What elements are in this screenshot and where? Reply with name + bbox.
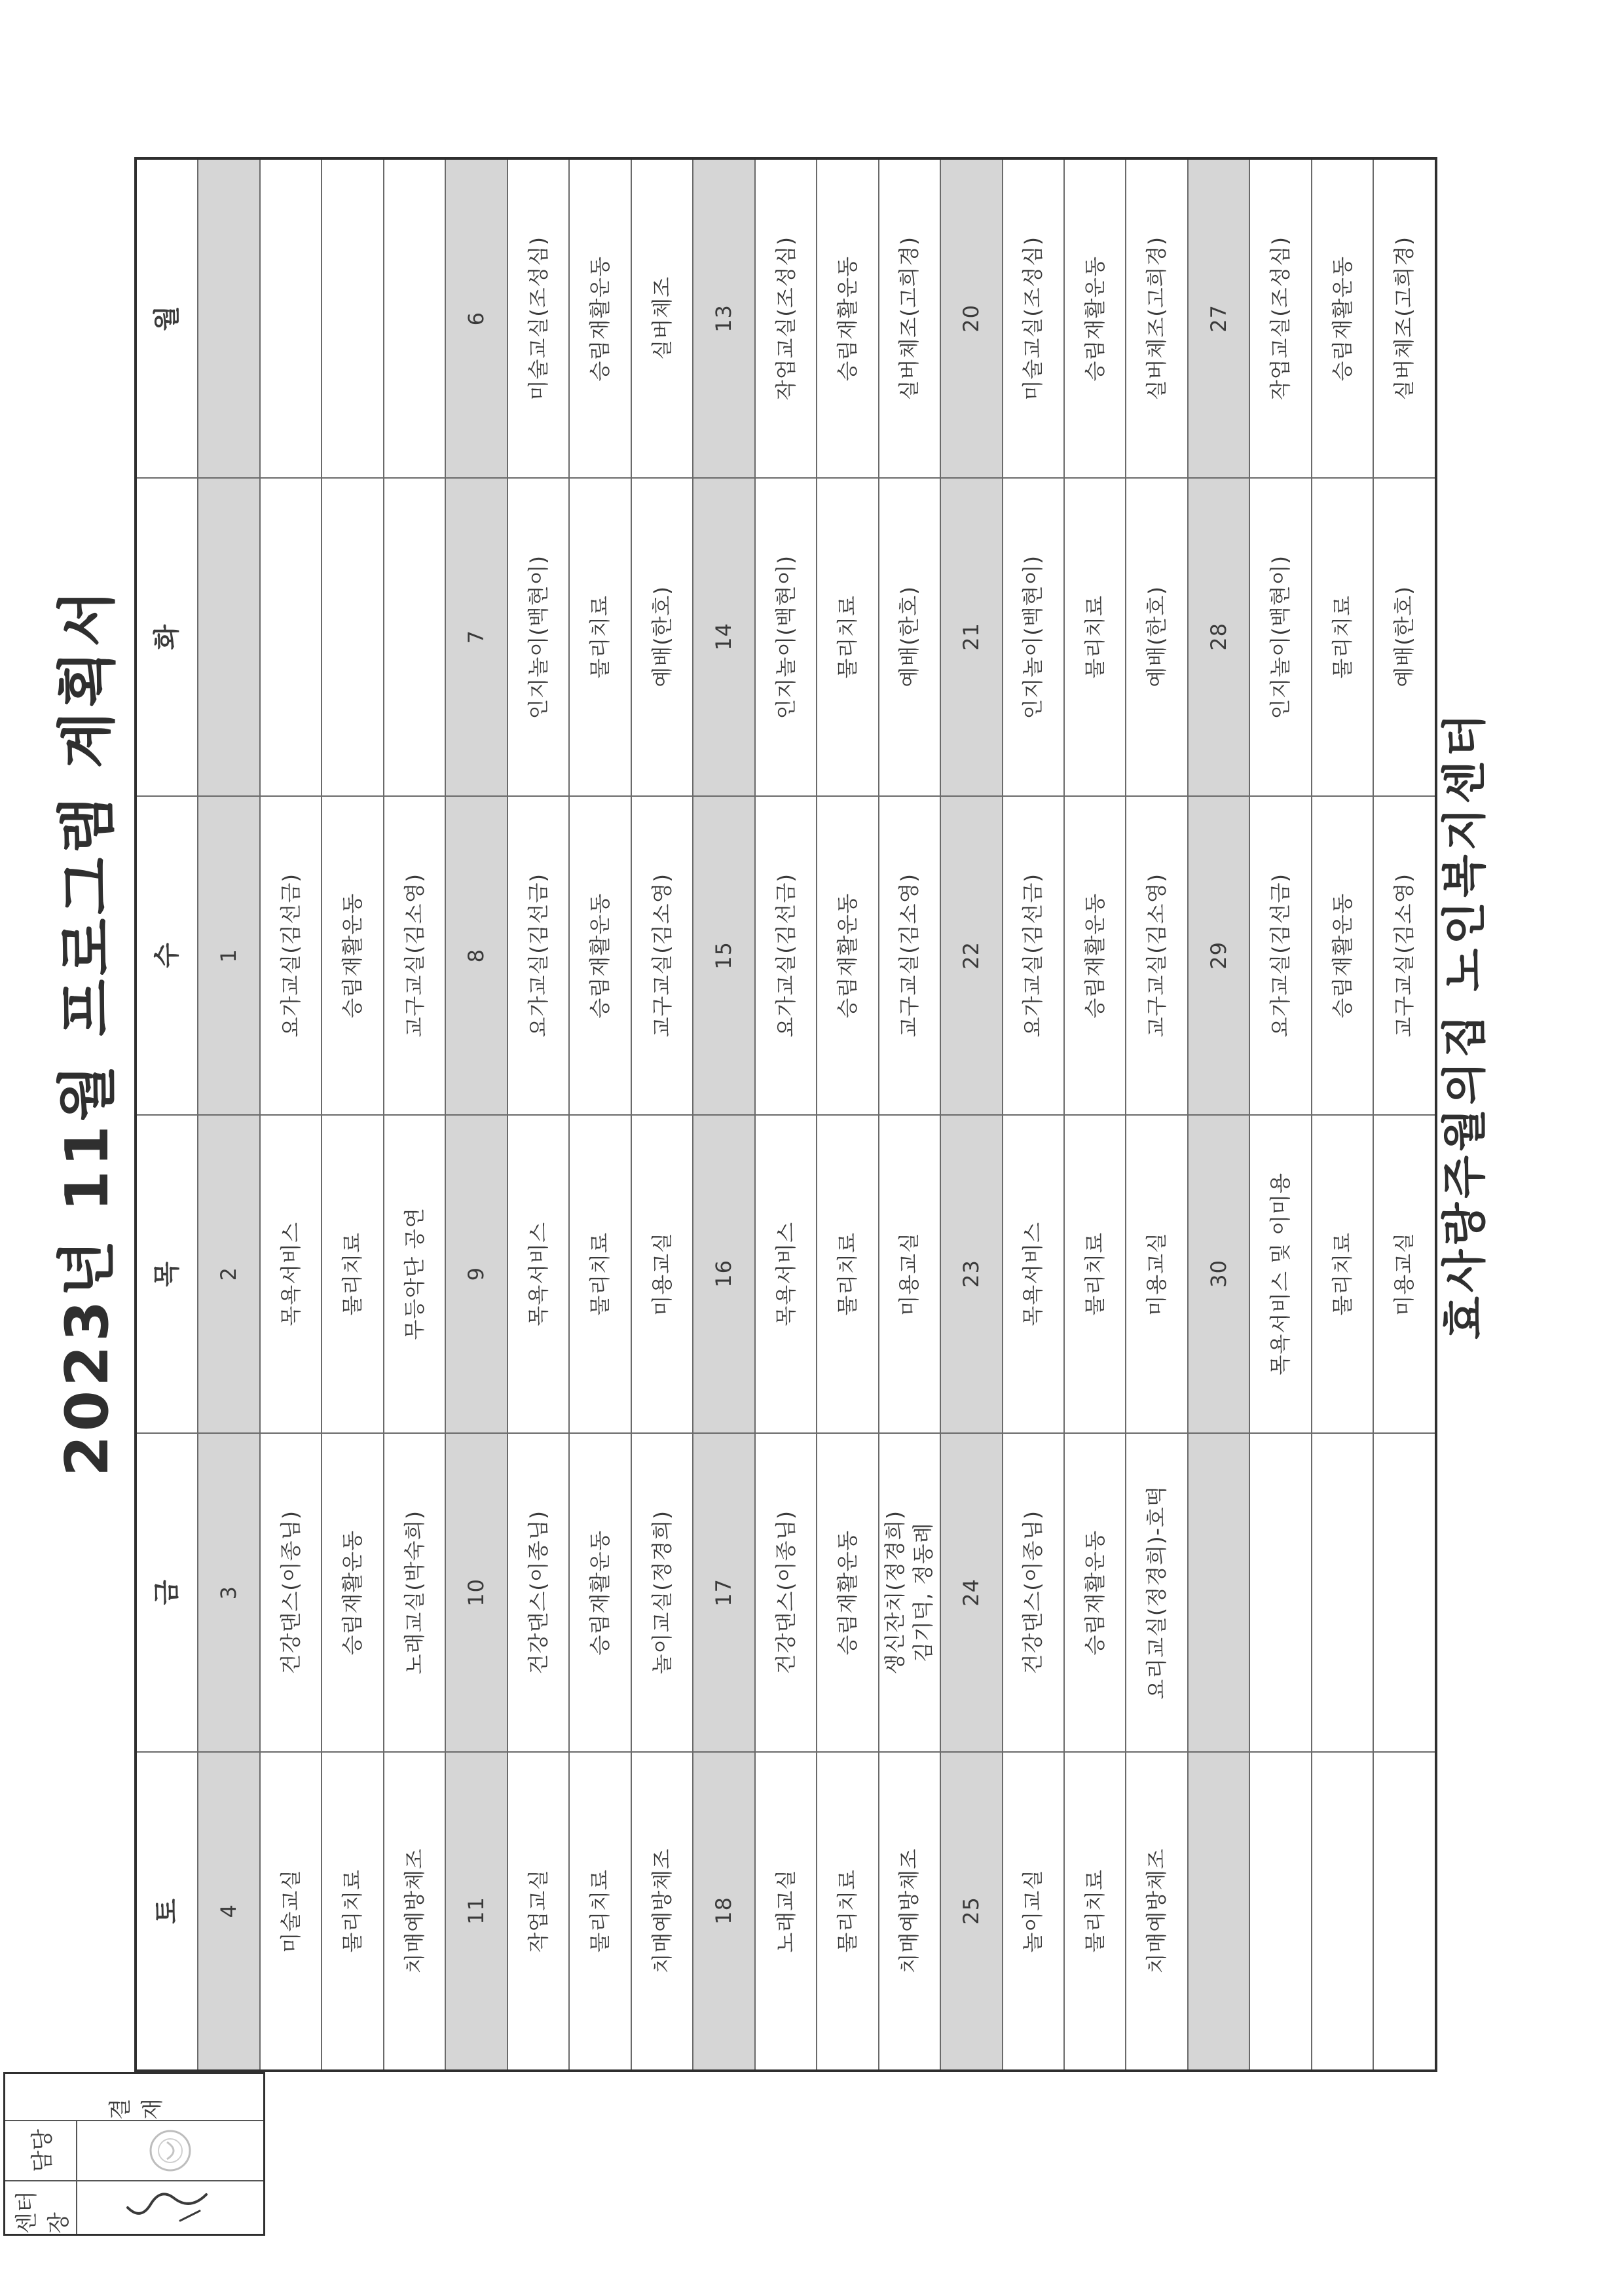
date-cell [198,1753,260,2070]
program-cell [1127,797,1189,1114]
program-name: 작업교실(조성심) [1268,236,1293,401]
program-cell [817,479,879,796]
program-name: 건강댄스(이종님) [1020,1510,1046,1675]
program-cell [879,479,941,796]
day-column [137,1751,1435,2070]
program-name: 미술교실(조성심) [525,236,551,401]
program-name: 승림재활운동 [587,892,612,1018]
day-header [137,160,198,477]
day-label: 금 [152,1579,183,1606]
date-number: 8 [463,948,489,962]
program-name: 생신잔치(정경희) 김기덕, 정동례 [882,1510,936,1675]
program-cell [508,1434,570,1751]
program-name: 인지놀이(백현이) [1268,555,1293,719]
date-number: 10 [463,1578,489,1607]
program-name: 노래교실(박숙희) [401,1510,427,1675]
date-cell [198,160,260,477]
program-name: 승림재활운동 [834,255,860,381]
program-cell [756,160,817,477]
program-cell [508,160,570,477]
date-number: 24 [958,1578,984,1607]
date-cell [941,1753,1003,2070]
date-number: 27 [1206,304,1231,333]
program-name: 요가교실(김선금) [525,873,551,1038]
program-cell [508,1753,570,2070]
program-cell [1374,1434,1434,1751]
program-cell [756,1434,817,1751]
date-cell [1189,479,1250,796]
date-number: 11 [463,1897,489,1925]
program-cell [879,1753,941,2070]
day-header [137,797,198,1114]
program-cell [322,797,384,1114]
program-name: 미용교실 [1392,1231,1417,1316]
program-name: 물리치료 [834,1231,860,1316]
date-cell [198,1116,260,1433]
program-cell [632,1434,693,1751]
program-cell [632,1753,693,2070]
program-cell [1003,1753,1065,2070]
program-name: 인지놀이(백현이) [773,555,798,719]
program-cell [1127,1116,1189,1433]
program-name: 요가교실(김선금) [278,873,303,1038]
date-cell [693,797,755,1114]
date-cell [941,479,1003,796]
program-cell [1065,1434,1126,1751]
date-number: 6 [463,311,489,325]
program-cell [756,479,817,796]
program-name: 물리치료 [587,594,612,679]
program-name: 예배(한호) [649,586,674,688]
date-cell [941,797,1003,1114]
approval-signature-area [77,2181,263,2234]
program-cell [1065,1116,1126,1433]
date-cell [198,1434,260,1751]
program-cell [570,797,631,1114]
program-name: 승림재활운동 [587,1529,612,1655]
program-name: 실버체조(고희경) [1392,236,1417,401]
date-cell [446,479,507,796]
program-name: 치매예방체조 [1144,1848,1170,1974]
day-column [137,795,1435,1114]
approval-header-staff-label: 담당 [29,2129,56,2172]
program-cell [879,160,941,477]
program-name: 물리치료 [1329,1231,1355,1316]
approval-column-director [5,2180,263,2234]
program-cell [879,1434,941,1751]
program-cell [1312,1116,1374,1433]
date-cell [198,479,260,796]
date-cell [941,1434,1003,1751]
program-cell [879,797,941,1114]
program-name: 승림재활운동 [340,892,365,1018]
program-cell [879,1116,941,1433]
day-label: 화 [152,623,183,650]
program-cell [384,1116,446,1433]
program-cell [632,797,693,1114]
program-name: 물리치료 [340,1868,365,1953]
program-name: 작업교실(조성심) [773,236,798,401]
program-cell [1250,1116,1312,1433]
program-name: 승림재활운동 [340,1529,365,1655]
program-name: 물리치료 [340,1231,365,1316]
date-number: 30 [1206,1260,1231,1288]
program-name: 치매예방체조 [649,1848,674,1974]
program-name: 실버체조(고희경) [1144,236,1170,401]
program-cell [1065,160,1126,477]
program-cell [261,479,322,796]
program-cell [1250,479,1312,796]
program-name: 목욕서비스 [278,1221,303,1326]
approval-header-staff [5,2121,77,2180]
date-cell [198,797,260,1114]
program-name: 미술교실(조성심) [1020,236,1046,401]
program-cell [1065,479,1126,796]
program-name: 물리치료 [1082,1231,1107,1316]
program-name: 목욕서비스 [525,1221,551,1326]
day-header [137,1434,198,1751]
program-cell [508,797,570,1114]
program-cell [1065,797,1126,1114]
program-name: 무등악단 공연 [401,1207,427,1341]
schedule-table [134,157,1437,2072]
program-cell [632,1116,693,1433]
program-cell [322,1753,384,2070]
approval-box [3,2072,265,2236]
date-cell [1189,1116,1250,1433]
date-cell [693,1434,755,1751]
program-name: 물리치료 [834,594,860,679]
date-cell [693,1116,755,1433]
program-name: 승림재활운동 [1329,255,1355,381]
program-name: 작업교실 [525,1868,551,1953]
program-name: 건강댄스(이종님) [773,1510,798,1675]
program-name: 물리치료 [834,1868,860,1953]
approval-stamp-area [77,2121,263,2180]
date-number: 22 [958,941,984,970]
program-cell [1250,1434,1312,1751]
program-cell [322,1116,384,1433]
program-cell [817,1116,879,1433]
program-cell [1374,1753,1434,2070]
approval-header-director [5,2181,77,2234]
program-cell [384,160,446,477]
program-cell [632,479,693,796]
program-cell [384,1753,446,2070]
day-header [137,1116,198,1433]
program-cell [1127,479,1189,796]
program-cell [1312,160,1374,477]
program-cell [322,1434,384,1751]
approval-header-director-label: 센터장 [14,2191,72,2234]
program-cell [1003,797,1065,1114]
program-cell [261,1116,322,1433]
program-name: 요가교실(김선금) [1020,873,1046,1038]
date-number: 29 [1206,941,1231,970]
date-number: 20 [958,304,984,333]
date-number: 4 [216,1904,242,1918]
program-cell [322,160,384,477]
program-name: 예배(한호) [896,586,922,688]
date-number: 2 [216,1267,242,1281]
program-cell [508,479,570,796]
approval-label: 결 재 [107,2098,166,2120]
program-name: 실버체조 [649,276,674,361]
program-cell [1127,1434,1189,1751]
date-number: 16 [710,1260,736,1288]
program-cell [756,1116,817,1433]
program-cell [261,1434,322,1751]
program-cell [817,160,879,477]
program-name: 물리치료 [587,1868,612,1953]
program-cell [756,797,817,1114]
program-cell [261,797,322,1114]
program-name: 승림재활운동 [834,1529,860,1655]
program-name: 실버체조(고희경) [896,236,922,401]
program-cell [1003,1434,1065,1751]
program-name: 예배(한호) [1392,586,1417,688]
program-cell [261,160,322,477]
program-name: 물리치료 [1082,594,1107,679]
program-cell [1374,160,1434,477]
approval-label-column [5,2074,263,2120]
program-cell [384,479,446,796]
day-header [137,479,198,796]
program-name: 미술교실 [278,1868,303,1953]
date-number: 15 [710,941,736,970]
program-name: 목욕서비스 [773,1221,798,1326]
program-name: 교구교실(김소영) [649,873,674,1038]
program-name: 요가교실(김선금) [1268,873,1293,1038]
program-cell [1374,479,1434,796]
date-cell [446,1434,507,1751]
program-cell [817,1753,879,2070]
program-name: 목욕서비스 [1020,1221,1046,1326]
date-number: 23 [958,1260,984,1288]
program-name: 미용교실 [649,1231,674,1316]
date-number: 28 [1206,623,1231,651]
program-cell [1127,160,1189,477]
program-name: 승림재활운동 [1329,892,1355,1018]
program-cell [1127,1753,1189,2070]
day-label: 월 [152,305,183,332]
date-number: 25 [958,1897,984,1925]
program-cell [1312,1753,1374,2070]
date-cell [1189,1753,1250,2070]
program-cell [632,160,693,477]
program-name: 교구교실(김소영) [1144,873,1170,1038]
program-cell [570,160,631,477]
program-cell [1250,160,1312,477]
date-cell [941,160,1003,477]
day-label: 토 [152,1897,183,1924]
program-cell [384,797,446,1114]
date-cell [941,1116,1003,1433]
program-name: 물리치료 [1082,1868,1107,1953]
date-cell [446,1753,507,2070]
program-name: 승림재활운동 [1082,255,1107,381]
day-column [137,160,1435,477]
program-name: 교구교실(김소영) [896,873,922,1038]
program-name: 인지놀이(백현이) [1020,555,1046,719]
program-cell [570,1116,631,1433]
date-cell [446,1116,507,1433]
date-cell [446,160,507,477]
day-label: 목 [152,1260,183,1287]
date-number: 18 [710,1897,736,1925]
date-number: 7 [463,630,489,644]
program-cell [756,1753,817,2070]
date-number: 9 [463,1267,489,1281]
program-cell [570,479,631,796]
handwritten-signature [121,2185,219,2231]
day-column [137,477,1435,796]
page-title: 2023년 11월 프로그램 계획서 [53,585,122,1477]
date-cell [693,479,755,796]
program-name: 승림재활운동 [587,255,612,381]
date-cell [693,1753,755,2070]
date-number: 17 [710,1578,736,1607]
approval-column-staff [5,2120,263,2180]
date-number: 21 [958,623,984,651]
date-number: 1 [216,948,242,962]
program-name: 건강댄스(이종님) [525,1510,551,1675]
day-header [137,1753,198,2070]
program-cell [1312,1434,1374,1751]
approval-stamp-icon [147,2128,193,2174]
program-name: 치매예방체조 [896,1848,922,1974]
program-cell [1250,1753,1312,2070]
program-cell [1003,160,1065,477]
date-cell [1189,1434,1250,1751]
program-cell [570,1434,631,1751]
program-name: 인지놀이(백현이) [525,555,551,719]
program-name: 미용교실 [1144,1231,1170,1316]
program-name: 승림재활운동 [1082,1529,1107,1655]
date-cell [1189,797,1250,1114]
program-cell [1374,797,1434,1114]
date-number: 3 [216,1585,242,1599]
program-name: 치매예방체조 [401,1848,427,1974]
center-name: 효사랑주월의집 노인복지센터 [1439,710,1491,1339]
program-cell [1003,1116,1065,1433]
program-name: 교구교실(김소영) [1392,873,1417,1038]
program-name: 교구교실(김소영) [401,873,427,1038]
day-column [137,1114,1435,1433]
date-number: 13 [710,304,736,333]
program-cell [570,1753,631,2070]
program-name: 노래교실 [773,1868,798,1953]
program-name: 놀이교실 [1020,1868,1046,1953]
program-cell [384,1434,446,1751]
program-cell [261,1753,322,2070]
date-cell [693,160,755,477]
day-column [137,1432,1435,1751]
date-number: 14 [710,623,736,651]
program-cell [1065,1753,1126,2070]
program-name: 건강댄스(이종님) [278,1510,303,1675]
program-name: 승림재활운동 [834,892,860,1018]
program-name: 요가교실(김선금) [773,873,798,1038]
program-name: 목욕서비스 및 이미용 [1268,1172,1293,1376]
program-name: 물리치료 [587,1231,612,1316]
program-cell [1250,797,1312,1114]
program-cell [508,1116,570,1433]
program-cell [1312,797,1374,1114]
date-cell [1189,160,1250,477]
program-name: 놀이교실(정경희) [649,1510,674,1675]
program-cell [322,479,384,796]
program-cell [1374,1116,1434,1433]
program-name: 미용교실 [896,1231,922,1316]
approval-label-cell [5,2074,263,2120]
program-cell [817,1434,879,1751]
program-cell [817,797,879,1114]
date-cell [446,797,507,1114]
program-cell [1003,479,1065,796]
program-cell [1312,479,1374,796]
program-name: 요리교실(정경희)-호떡 [1144,1485,1170,1700]
program-name: 예배(한호) [1144,586,1170,688]
program-name: 물리치료 [1329,594,1355,679]
day-label: 수 [152,942,183,969]
program-name: 승림재활운동 [1082,892,1107,1018]
